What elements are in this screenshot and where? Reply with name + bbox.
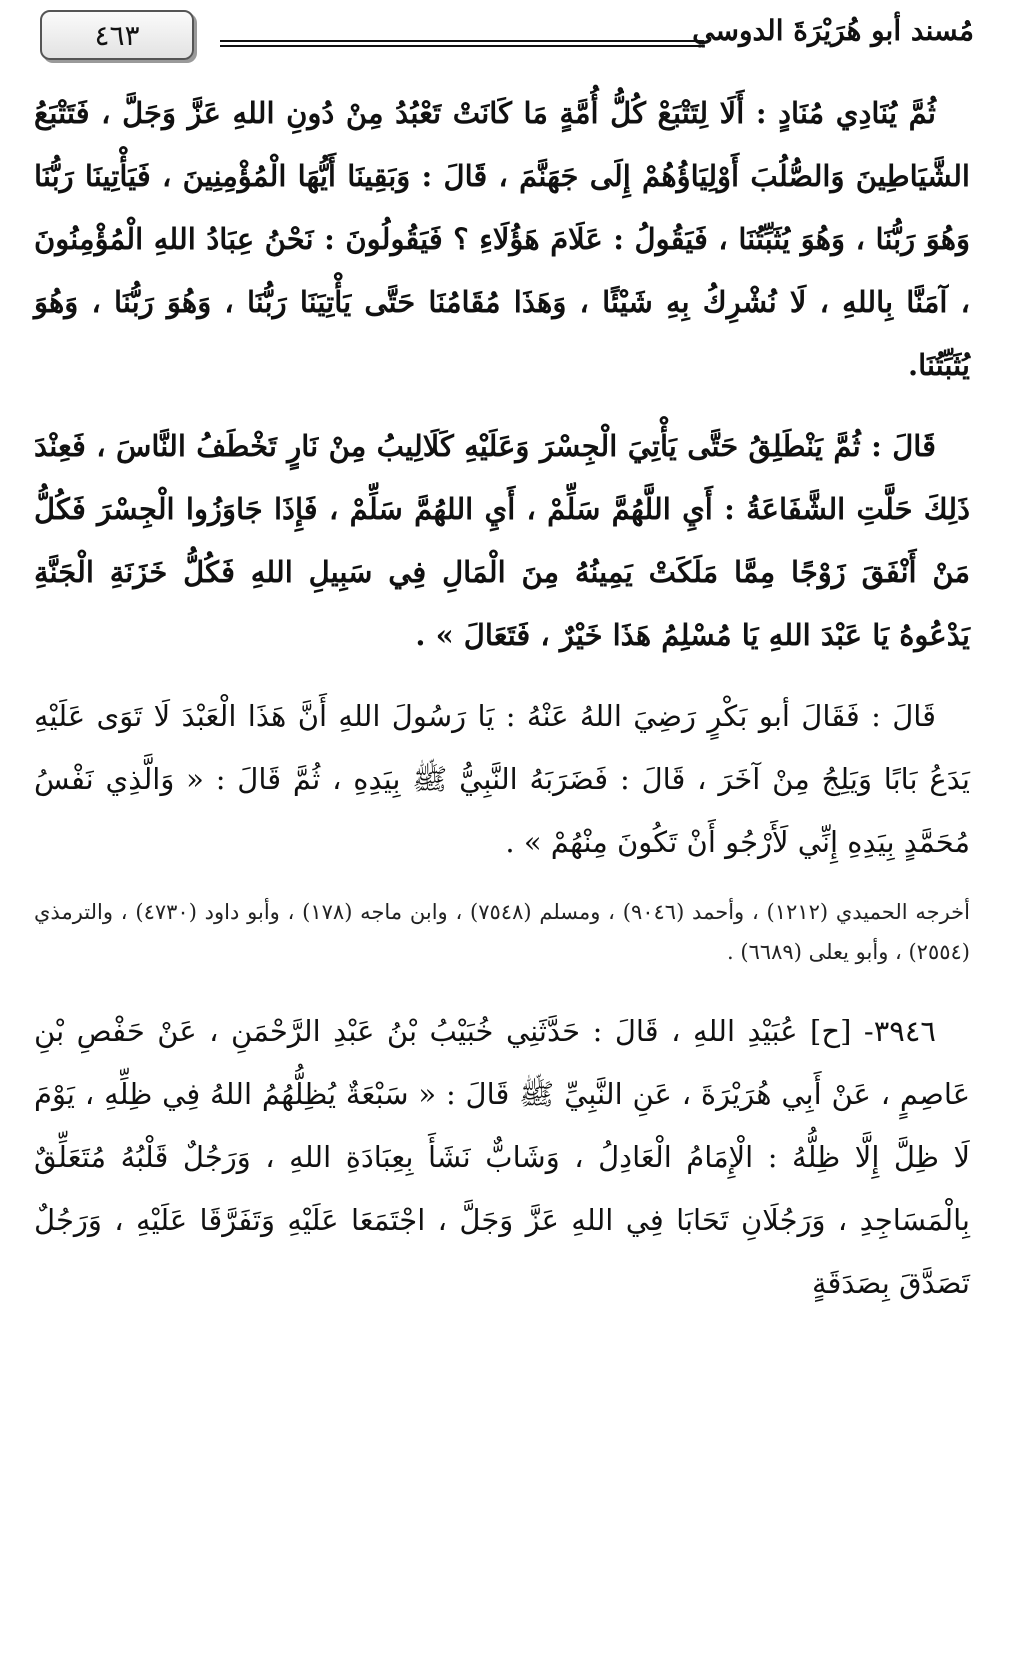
hadith-paragraph-4: ٣٩٤٦- [ح] عُبَيْدِ اللهِ ، قَالَ : حَدَّثَنِي خُبَيْبُ بْنُ عَبْدِ الرَّحْمَنِ ، عَنْ حَفْصِ بْنِ عَاصِمٍ ، عَنْ أَبِي هُرَيْرَةَ ، عَنِ النَّبِيِّ ﷺ قَالَ : « سَبْعَةٌ يُظِلُّهُمُ اللهُ فِي ظِلِّهِ ، يَوْمَ لَا ظِلَّ إِلَّا ظِلُّهُ : الْإِمَامُ الْعَادِلُ ، وَشَابٌّ نَشَأَ بِعِبَادَةِ اللهِ ، وَرَجُلٌ قَلْبُهُ مُتَعَلِّقٌ بِالْمَسَاجِدِ ، وَرَجُلَانِ تَحَابَا فِي اللهِ عَزَّ وَجَلَّ ، اجْتَمَعَا عَلَيْهِ وَتَفَرَّقَا عَلَيْهِ ، وَرَجُلٌ تَصَدَّقَ بِصَدَقَةٍ — [34, 1014, 970, 1300]
page-number: ٤٦٣ — [40, 10, 194, 60]
page-header — [30, 6, 974, 66]
hadith-paragraph-2: قَالَ : ثُمَّ يَنْطَلِقُ حَتَّى يَأْتِيَ الْجِسْرَ وَعَلَيْهِ كَلَالِيبُ مِنْ نَارٍ تَخْطَفُ النَّاسَ ، فَعِنْدَ ذَلِكَ حَلَّتِ الشَّفَاعَةُ : أَيِ اللَّهُمَّ سَلِّمْ ، أَيِ اللهُمَّ سَلِّمْ ، فَإِذَا جَاوَزُوا الْجِسْرَ فَكُلُّ مَنْ أَنْفَقَ زَوْجًا مِمَّا مَلَكَتْ يَمِينُهُ مِنَ الْمَالِ فِي سَبِيلِ اللهِ فَكُلُّ خَزَنَةِ الْجَنَّةِ يَدْعُوهُ يَا عَبْدَ اللهِ يَا مُسْلِمُ هَذَا خَيْرٌ ، فَتَعَالَ » . — [34, 429, 970, 652]
hadith-paragraph-3: قَالَ : فَقَالَ أبو بَكْرٍ رَضِيَ اللهُ عَنْهُ : يَا رَسُولَ اللهِ أَنَّ هَذَا الْعَبْدَ لَا تَوَى عَلَيْهِ يَدَعُ بَابًا وَيَلِجُ مِنْ آخَرَ ، قَالَ : فَضَرَبَهُ النَّبِيُّ ﷺ بِيَدِهِ ، ثُمَّ قَالَ : « وَالَّذِي نَفْسُ مُحَمَّدٍ بِيَدِهِ إِنِّي لَأَرْجُو أَنْ تَكُونَ مِنْهُمْ » . — [34, 699, 970, 859]
page-body — [34, 82, 970, 1333]
takhrij-footnote: أخرجه الحميدي (١٢١٢) ، وأحمد (٩٠٤٦) ، ومسلم (٧٥٤٨) ، وابن ماجه (١٧٨) ، وأبو داود (٤٧٣٠) ، والترمذي (٢٥٥٤) ، وأبو يعلى (٦٦٨٩) . — [34, 900, 971, 964]
header-rule — [220, 40, 704, 47]
hadith-paragraph-1: ثُمَّ يُنَادِي مُنَادٍ : أَلَا لِتَتْبَعْ كُلُّ أُمَّةٍ مَا كَانَتْ تَعْبُدُ مِنْ دُونِ اللهِ عَزَّ وَجَلَّ ، فَتَتْبَعُ الشَّيَاطِينَ وَالصُّلُبَ أَوْلِيَاؤُهُمْ إِلَى جَهَنَّمَ ، قَالَ : وَبَقِينَا أَيُّهَا الْمُؤْمِنِينَ ، فَيَأْتِينَا رَبُّنَا وَهُوَ رَبُّنَا ، وَهُوَ يُثَبِّتُنَا ، فَيَقُولُ : عَلَامَ هَؤُلَاءِ ؟ فَيَقُولُونَ : نَحْنُ عِبَادُ اللهِ الْمُؤْمِنُونَ ، آمَنَّا بِاللهِ ، لَا نُشْرِكُ بِهِ شَيْئًا ، وَهَذَا مُقَامُنَا حَتَّى يَأْتِيَنَا رَبُّنَا ، وَهُوَ رَبُّنَا ، وَهُوَ يُثَبِّتُنَا. — [34, 96, 970, 382]
running-title: مُسند أبو هُرَيْرَةَ الدوسي — [692, 14, 974, 47]
